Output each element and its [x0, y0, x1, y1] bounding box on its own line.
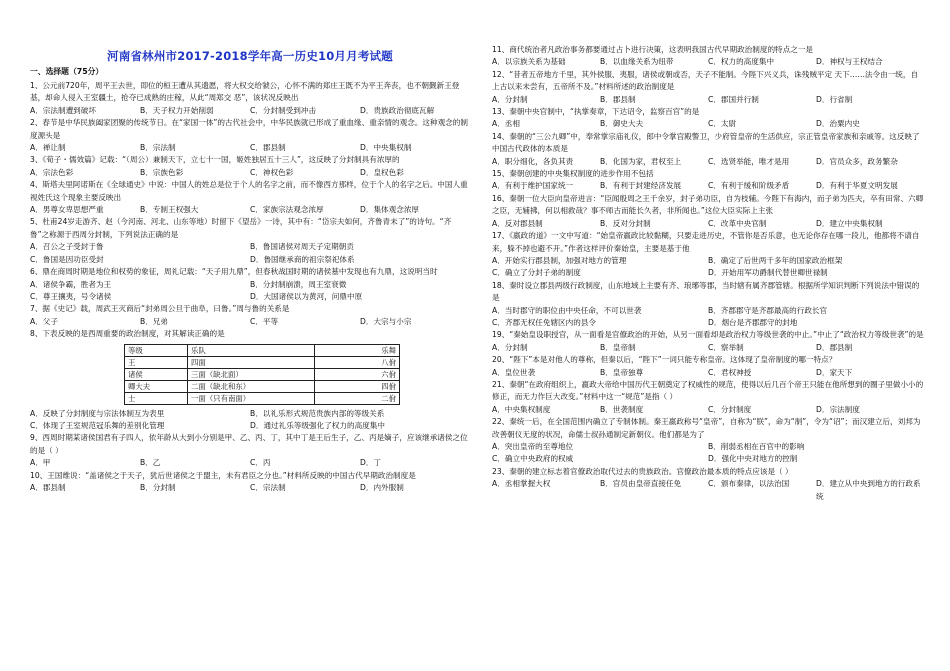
question-item: [492, 69, 924, 106]
answer-options: [492, 367, 924, 379]
answer-options: [30, 408, 470, 433]
question-stem: 10、王国维说：“盖诸侯之于天子，犹后世诸侯之于盟主，未有君臣之分也。”材料所反映的中国古代早期政治制度是: [30, 470, 416, 480]
question-stem: 5、杜甫24岁走游齐、赵（今河南、河北、山东等地）时留下《望岳》一诗，其中有：“岱宗夫如何，齐鲁青未了”的诗句。“齐鲁”之称源于西周分封制，下列说法正确的是: [30, 217, 452, 239]
answer-option: B．鲁国诸侯对周天子定期朝贡: [250, 242, 354, 252]
question-stem: 22、秦统一后，在全国范围内确立了专制体制。秦王嬴政称号“皇帝”，自称为“朕”，命为“制”，令为“诏”；而汉建立后，刘邦为改善朝仪无度的状况，命儒士叔孙通制定新朝仪。他们都是为了: [492, 417, 921, 439]
table-cell: 乐舞: [315, 344, 400, 356]
answer-option: A．有利于维护国家统一: [492, 181, 574, 191]
answer-option: D．行省制: [816, 94, 853, 104]
question-item: [492, 168, 924, 193]
table-row: [125, 356, 400, 368]
answer-option: C．太尉: [708, 119, 737, 129]
answer-option: A．宗法色彩: [30, 167, 74, 177]
answer-option: C．分封制度: [708, 404, 752, 414]
answer-option: D．郡县制: [816, 342, 853, 352]
right-column: [492, 44, 924, 503]
answer-options: [30, 204, 470, 216]
answer-options: [492, 404, 924, 416]
table-cell: 八佾: [315, 356, 400, 368]
answer-option: D．鲁国继承商的祖宗祭祀体系: [250, 254, 355, 264]
answer-option: D．通过礼乐等级强化了权力的高度集中: [250, 420, 385, 430]
table-cell: 乐队: [188, 344, 315, 356]
answer-option: A．开始实行郡县制，加强对地方的管理: [492, 255, 627, 265]
answer-options: [30, 279, 470, 304]
answer-option: B．分封制崩溃，周王室衰微: [250, 279, 347, 289]
question-stem: 9、西周时期某诸侯国君有子四人，依年龄从大到小分别是甲、乙、丙、丁，其中丁是王后生子，乙、丙是嫡子，应该继承诸侯之位的是（ ）: [30, 433, 468, 455]
answer-option: B．有利于封建经济发展: [600, 181, 682, 191]
answer-option: B．天子权力开始削弱: [140, 105, 214, 115]
answer-option: D．开始用军功爵制代替世卿世禄制: [708, 268, 828, 278]
answer-option: D．丁: [360, 458, 382, 468]
answer-option: A．突出皇帝的至尊地位: [492, 442, 574, 451]
question-item: [492, 106, 924, 131]
answer-option: B．专制王权强大: [140, 205, 199, 215]
question-item: [492, 44, 924, 69]
table-cell: 一面（只有南面）: [188, 392, 315, 404]
question-item: [30, 432, 470, 469]
answer-option: B．官员由皇帝直接任免: [600, 479, 682, 489]
answer-option: B．郡县制: [600, 94, 636, 104]
table-cell: 四佾: [315, 380, 400, 392]
ritual-table: [124, 344, 400, 405]
question-stem: 8、下表反映的是西周重要的政治制度，对其解读正确的是: [30, 329, 225, 339]
answer-option: D．贵族政治彻底瓦解: [360, 105, 435, 115]
answer-option: A．分封制: [492, 342, 528, 352]
answer-option: D．有利于华夏文明发展: [816, 181, 898, 191]
question-item: [30, 303, 470, 328]
answer-option: C．选贤举能，唯才是用: [708, 156, 790, 166]
answer-option: B．宗族色彩: [140, 167, 184, 177]
question-item: [30, 117, 470, 154]
answer-option: A．以宗族关系为基础: [492, 57, 566, 67]
table-cell: 士: [125, 392, 188, 404]
table-row: [125, 392, 400, 404]
answer-option: D．官员众多，政务繁杂: [816, 156, 898, 166]
question-stem: 12、“昔者五帝地方千里，其外侯服、夷服，诸侯或朝或否，天子不能制。今陛下兴义兵，诛残贼平定 天下……法令由一统，自上古以来未尝有，五帝所不及。”材料所述的政治制度是: [492, 69, 919, 92]
answer-option: B．御史大夫: [600, 119, 644, 129]
answer-option: B．乙: [140, 458, 161, 468]
answer-option: A．职分细化，各负其责: [492, 156, 574, 166]
question-stem: 17、《嬴政的道》一文中写道：“始皇帝嬴政比较黏糊，只要走进历史，不管你是否乐意，也无论你存在哪一段儿，他都将不请自来，躲不掉也避不开。”作者这样评价秦始皇，主要是基于他: [492, 231, 920, 253]
answer-option: D．建立从中央到地方的行政系统: [816, 479, 921, 501]
answer-option: C．丙: [250, 458, 271, 468]
answer-options: [30, 457, 470, 469]
answer-options: [492, 342, 924, 354]
answer-option: C．尊王攘夷，号令诸侯: [30, 291, 112, 301]
question-stem: 21、秦朝“在政府组织上，嬴政大帝给中国历代王朝奠定了权威性的规范，使得以后几百个帝王只能在他所想到的圈子里做小小的修正，而无力作巨大改变。”材料中这一“规范”是指（ ）: [492, 379, 924, 402]
answer-option: C．君权神授: [708, 367, 752, 377]
question-stem: 11、商代统治者凡政治事务都要通过占卜进行决策，这表明我国古代早期政治制度的特点之一是: [492, 45, 814, 54]
answer-options: [30, 241, 470, 266]
answer-option: D．中央集权制: [360, 143, 412, 153]
answer-option: C．郡国并行制: [708, 94, 759, 104]
question-stem: 14、秦朝的“三公九卿”中，奉常掌宗庙礼仪，郎中令掌宫殿警卫，少府管皇帝的生活供应，宗正管皇帝家族和亲戚等。这反映了中国古代政体的本质是: [492, 131, 920, 154]
answer-option: B．皇帝独尊: [600, 367, 644, 377]
answer-option: C．察举制: [708, 342, 744, 352]
answer-option: B．世袭制度: [600, 404, 644, 414]
question-stem: 13、秦朝中央官制中，“执掌奏章，下达诏令，监察百官”的是: [492, 107, 700, 117]
answer-option: C．有利于缓和阶级矛盾: [708, 181, 790, 191]
answer-option: A．皇位世袭: [492, 367, 536, 377]
answer-option: B．削弱丞相在百官中的影响: [708, 442, 805, 451]
question-item: [492, 379, 924, 416]
answer-option: B．确定了后世两千多年的国家政治框架: [708, 255, 843, 265]
question-item: [492, 416, 924, 466]
answer-options: [492, 180, 924, 192]
answer-option: A．丞相掌握大权: [492, 479, 551, 489]
answer-option: A．召公之子受封于鲁: [30, 242, 104, 252]
answer-option: C．家族宗法观念浓厚: [250, 205, 324, 215]
answer-options: [30, 316, 470, 328]
question-stem: 20、“陛下”本是对他人的尊称，但秦以后，“陛下”一词只能专称皇帝。这体现了皇帝制度的哪一特点？: [492, 355, 837, 365]
answer-options: [30, 142, 470, 154]
answer-option: C．体现了王室规范冠乐舞的差别化管理: [30, 420, 165, 430]
left-column: [30, 0, 470, 494]
answer-options: [30, 167, 470, 179]
answer-options: [492, 478, 924, 503]
question-item: [492, 280, 924, 330]
question-item: [492, 354, 924, 379]
question-stem: 18、秦时设立郡县两级行政制度，山东地域上主要有齐、琅琊等郡，当时辖有属齐郡管辖。根据所学知识判断下列说法中错误的是: [492, 280, 920, 303]
answer-option: B．化国为家，君权至上: [600, 156, 682, 166]
table-cell: 卿大夫: [125, 380, 188, 392]
answer-option: B．皇帝制: [600, 342, 636, 352]
answer-options: [492, 156, 924, 168]
question-item: [30, 216, 470, 266]
question-stem: 4、斯塔夫里阿诺斯在《全球通史》中说：中国人的姓总是位于个人的名字之前，而不像西方那样，位于个人的名字之后。中国人重视姓氏这个现象主要反映出: [30, 180, 468, 202]
answer-options: [30, 105, 470, 117]
question-stem: 15、秦朝创建的中央集权制度的进步作用不包括: [492, 169, 654, 179]
answer-option: A．中央集权制度: [492, 404, 551, 414]
table-row: [125, 380, 400, 392]
question-item: [30, 80, 470, 117]
answer-option: D．内外服制: [360, 482, 404, 492]
answer-options: [30, 482, 470, 494]
question-stem: 16、秦朝一位大臣向皇帝进言：“臣闻殷周之王千余岁，封子弟功臣，自为枝辅。今陛下有海内，而子弟为匹夫，卒有田常、六卿之臣，无辅拂，何以相救哉？事不师古而能长久者，非所闻也。”这位大臣实际上主张: [492, 193, 924, 216]
table-row: [125, 368, 400, 380]
answer-option: C．宗法制: [250, 482, 286, 492]
answer-option: D．强化中央对地方的控制: [708, 454, 798, 464]
answer-option: A．男尊女卑思想严重: [30, 205, 104, 215]
answer-option: C．确立了分封子弟的制度: [492, 268, 581, 278]
question-stem: 3、《荀子・儒效篇》记载：“（周公）兼制天下，立七十一国，姬姓独居五十三人”，这反映了分封制具有浓厚的: [30, 155, 400, 165]
answer-option: A．父子: [30, 316, 58, 326]
answer-option: D．烟台是齐郡郡守的封地: [708, 317, 798, 327]
answer-option: B．反对分封制: [600, 218, 651, 228]
answer-option: B．齐郡郡守是齐郡最高的行政长官: [708, 305, 828, 315]
question-item: [492, 230, 924, 280]
answer-option: A．当时郡守的职位由中央任命，不可以世袭: [492, 305, 642, 315]
answer-option: B．宗法制: [140, 143, 176, 153]
answer-option: D．治粟内史: [816, 119, 860, 129]
answer-option: A．郡县制: [30, 482, 66, 492]
question-item: [492, 131, 924, 168]
answer-option: B．分封制: [140, 482, 176, 492]
answer-option: D．家天下: [816, 367, 853, 377]
question-item: [30, 266, 470, 303]
answer-option: D．皇权色彩: [360, 167, 404, 177]
table-cell: 三面（缺北面）: [188, 368, 315, 380]
table-header-row: [125, 344, 400, 356]
answer-option: D．集体观念浓厚: [360, 205, 420, 215]
answer-options: [492, 441, 924, 466]
answer-option: B．以血缘关系为纽带: [600, 57, 674, 67]
page-title: 河南省林州市2017-2018学年高一历史10月月考试题: [107, 49, 393, 63]
question-item: [492, 329, 924, 354]
answer-options: [492, 56, 924, 68]
answer-option: C．鲁国是因功臣受封: [30, 254, 104, 264]
answer-option: D．建立中央集权制: [816, 218, 883, 228]
answer-option: D．大国诸侯以为黄河，问鼎中原: [250, 291, 363, 301]
answer-option: A．甲: [30, 458, 51, 468]
answer-options: [492, 218, 924, 230]
question-stem: 7、据《史记》载，周武王灭商后“封弟周公旦于曲阜，曰鲁。”周与鲁的关系是: [30, 304, 290, 314]
table-cell: 四面: [188, 356, 315, 368]
answer-option: C．改革中央官制: [708, 218, 767, 228]
answer-option: A．分封制: [492, 94, 528, 104]
answer-option: C．颁布秦律，以法治国: [708, 479, 790, 489]
answer-options: [492, 118, 924, 130]
answer-option: A．反映了分封制度与宗法体制互为表里: [30, 408, 165, 418]
table-cell: 等级: [125, 344, 188, 356]
table-cell: 二面（缺北和东）: [188, 380, 315, 392]
answer-option: A．反对郡县制: [492, 218, 543, 228]
question-item: [30, 179, 470, 216]
question-item: [492, 466, 924, 503]
answer-option: A．禅让制: [30, 143, 66, 153]
answer-option: B．以礼乐形式规范贵族内部的等级关系: [250, 408, 385, 418]
table-cell: 王: [125, 356, 188, 368]
table-cell: 诸侯: [125, 368, 188, 380]
right-questions: [492, 44, 924, 503]
answer-option: C．权力的高度集中: [708, 57, 775, 67]
answer-option: D．神权与王权结合: [816, 57, 883, 67]
question-item: [30, 328, 470, 432]
question-item: [492, 193, 924, 230]
answer-option: C．神权色彩: [250, 167, 294, 177]
question-stem: 1、公元前720年，周平王去世，即位的桓王遭从其遗愿，将大权交给虢公，心怀不满的郑庄王既不为平王奔丧，也不朝觐新王登基，却命人侵入王室疆土，抢夺已成熟的庄稼，从此“周郑交 恶”，该状况反映出: [30, 81, 460, 103]
answer-options: [492, 255, 924, 280]
answer-option: D．宗法制度: [816, 404, 860, 414]
question-stem: 19、“秦始皇设职授官，从一面看是官僚政治的开始，从另一面看却是政治权力等级世袭的中止。”中止了“政治权力等级世袭”的是: [492, 330, 924, 340]
answer-option: D．大宗与小宗: [360, 316, 412, 326]
section-heading: 一、选择题（75分）: [30, 67, 104, 76]
answer-option: C．齐郡无权任免辖区内的县令: [492, 317, 597, 327]
question-stem: 6、鼎在商周时期是地位和权势的象征，周礼记载：“天子用九鼎”，但春秋战国时期的诸侯墓中发现也有九鼎，这说明当时: [30, 267, 438, 277]
table-cell: 二佾: [315, 392, 400, 404]
question-item: [30, 470, 470, 495]
answer-option: C．郡县制: [250, 143, 286, 153]
answer-option: A．丞相: [492, 119, 520, 129]
question-item: [30, 154, 470, 179]
left-questions: [30, 80, 470, 494]
answer-options: [492, 94, 924, 106]
answer-option: A．诸侯争霸，胜者为王: [30, 279, 112, 289]
answer-option: C．确立中央政府的权威: [492, 454, 574, 464]
table-cell: 六佾: [315, 368, 400, 380]
answer-option: C．分封制受到冲击: [250, 105, 317, 115]
answer-option: B．兄弟: [140, 316, 168, 326]
answer-option: A．宗法制遭到破坏: [30, 105, 96, 115]
question-stem: 23、秦朝的建立标志着官僚政治取代过去的贵族政治。官僚政治最本质的特点应该是（ ）: [492, 466, 793, 476]
question-stem: 2、春节是中华民族阖家团聚的传统节日。在“家国一体”的古代社会中，中华民族就已形成了重血缘、重亲情的观念。这种观念的制度源头是: [30, 118, 468, 140]
answer-option: C．平等: [250, 316, 279, 326]
answer-options: [492, 305, 924, 330]
